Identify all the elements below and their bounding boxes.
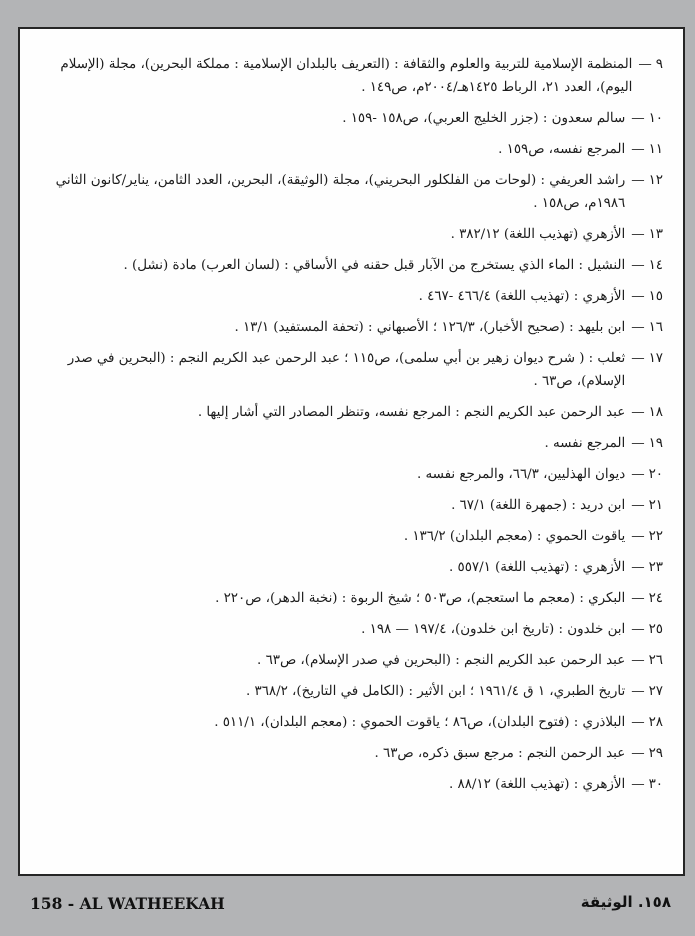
- footnote-number: ١٥: [648, 289, 663, 304]
- footnote-text: ديوان الهذليين، ٦٦/٣، والمرجع نفسه .: [416, 467, 626, 482]
- footnote-dash: —: [631, 142, 645, 157]
- footnote-text: البلاذري : (فتوح البلدان)، ص٨٦ ؛ ياقوت الحموي : (معجم البلدان)، ٥١١/١ .: [214, 715, 626, 730]
- footnote-dash: —: [631, 111, 645, 126]
- footnote-text: الأزهري : (تهذيب اللغة) ٥٥٧/١ .: [449, 560, 626, 575]
- footnote-dash: —: [631, 436, 645, 451]
- footnote-text: عبد الرحمن عبد الكريم النجم : (البحرين في صدر الإسلام)، ص٦٣ .: [257, 653, 626, 668]
- footnote-number: ٢٧: [648, 684, 663, 699]
- footnote-item: [36, 316, 663, 339]
- footnote-text: المرجع نفسه .: [544, 436, 626, 451]
- footnote-text: الأزهري (تهذيب اللغة) ٣٨٢/١٢ .: [450, 227, 626, 242]
- footnote-text: النشيل : الماء الذي يستخرج من الآبار قبل حقنه في الأساقي : (لسان العرب) مادة (نشل) .: [123, 258, 626, 273]
- footnote-text: الأزهري : (تهذيب اللغة) ٨٨/١٢ .: [449, 777, 626, 792]
- footnote-dash: —: [631, 467, 645, 482]
- footnote-text: ثعلب : ( شرح ديوان زهير بن أبي سلمى)، ص١١٥ ؛ عبد الرحمن عبد الكريم النجم : (البحرين في صدر الإسلام)، ص٦٣ .: [67, 351, 626, 389]
- footnote-number: ٢٦: [648, 653, 663, 668]
- footnote-number: ٢٠: [648, 467, 663, 482]
- footnote-dash: —: [631, 653, 645, 668]
- footnote-text: تاريخ الطبري، ١ ق ١٩٦١/٤ ؛ ابن الأثير : (الكامل في التاريخ)، ٣٦٨/٢ .: [245, 684, 626, 699]
- footnote-dash: —: [631, 498, 645, 513]
- footnote-item: [36, 680, 663, 703]
- footnote-item: [36, 463, 663, 486]
- footnote-dash: —: [631, 320, 645, 335]
- footnote-item: [36, 53, 663, 99]
- page-footer: [18, 886, 685, 924]
- footnote-number: ٢٤: [648, 591, 663, 606]
- footnote-number: ٢١: [648, 498, 663, 513]
- footnote-text: البكري : (معجم ما استعجم)، ص٥٠٣ ؛ شيخ الربوة : (نخبة الدهر)، ص٢٢٠ .: [215, 591, 626, 606]
- footnote-number: ١٧: [648, 351, 663, 366]
- footnote-text: عبد الرحمن عبد الكريم النجم : المرجع نفسه، وتنظر المصادر التي أشار إليها .: [197, 405, 626, 420]
- footnote-dash: —: [631, 622, 645, 637]
- footnote-number: ١٩: [648, 436, 663, 451]
- footnote-item: [36, 223, 663, 246]
- footnote-dash: —: [631, 560, 645, 575]
- footnote-number: ١٨: [648, 405, 663, 420]
- footnote-item: [36, 525, 663, 548]
- page-frame: [18, 27, 685, 876]
- footnote-dash: —: [631, 529, 645, 544]
- footnote-dash: —: [631, 227, 645, 242]
- footnote-dash: —: [631, 173, 645, 188]
- footnote-number: ٢٥: [648, 622, 663, 637]
- footnote-item: [36, 711, 663, 734]
- footnote-item: [36, 773, 663, 796]
- footnote-number: ١٢: [648, 173, 663, 188]
- footnote-dash: —: [631, 746, 645, 761]
- footnote-item: [36, 494, 663, 517]
- footnote-text: عبد الرحمن النجم : مرجع سبق ذكره، ص٦٣ .: [374, 746, 626, 761]
- footnote-dash: —: [631, 405, 645, 420]
- footnote-number: ٢٣: [648, 560, 663, 575]
- footnote-dash: —: [631, 289, 645, 304]
- footnote-text: سالم سعدون : (جزر الخليج العربي)، ص١٥٨ -١٥٩ .: [342, 111, 626, 126]
- footnote-item: [36, 169, 663, 215]
- footnote-number: ١١: [648, 142, 663, 157]
- footnote-text: الأزهري : (تهذيب اللغة) ٤٦٦/٤ -٤٦٧ .: [418, 289, 626, 304]
- footnote-item: [36, 254, 663, 277]
- footnote-dash: —: [631, 684, 645, 699]
- footnote-dash: —: [638, 57, 652, 72]
- footnote-item: [36, 401, 663, 424]
- footnote-number: ١٤: [648, 258, 663, 273]
- footnote-dash: —: [631, 591, 645, 606]
- footnote-dash: —: [631, 258, 645, 273]
- footnote-number: ٢٢: [648, 529, 663, 544]
- footnotes-list: [36, 53, 663, 796]
- footnote-item: [36, 347, 663, 393]
- footnote-item: [36, 587, 663, 610]
- footnote-item: [36, 618, 663, 641]
- footnote-dash: —: [631, 777, 645, 792]
- footnote-item: [36, 649, 663, 672]
- footer-page-label-arabic: ١٥٨. الوثيقة: [580, 893, 671, 911]
- footnote-item: [36, 107, 663, 130]
- footnote-text: المرجع نفسه، ص١٥٩ .: [498, 142, 626, 157]
- footnote-text: ياقوت الحموي : (معجم البلدان) ١٣٦/٢ .: [403, 529, 626, 544]
- footnote-number: ٢٩: [648, 746, 663, 761]
- footnote-text: ابن دريد : (جمهرة اللغة) ٦٧/١ .: [451, 498, 626, 513]
- footnote-number: ٢٨: [648, 715, 663, 730]
- footnote-dash: —: [631, 351, 645, 366]
- footnote-item: [36, 285, 663, 308]
- footnote-item: [36, 138, 663, 161]
- footnote-text: المنظمة الإسلامية للتربية والعلوم والثقافة : (التعريف بالبلدان الإسلامية : مملكة البحرين)، مجلة (الإسلام اليوم)، العدد ٢١، الرباط ١٤٢٥هـ/٢٠٠٤م، ص١٤٩ .: [60, 57, 633, 95]
- footnote-number: ١٦: [648, 320, 663, 335]
- footnote-number: ١٠: [648, 111, 663, 126]
- footnote-item: [36, 556, 663, 579]
- footnote-number: ٣٠: [648, 777, 663, 792]
- footnote-item: [36, 432, 663, 455]
- footer-page-label-english: 158 - AL WATHEEKAH: [30, 894, 225, 913]
- footnote-text: ابن خلدون : (تاريخ ابن خلدون)، ١٩٧/٤ — ١٩٨ .: [361, 622, 626, 637]
- footnote-number: ٩: [655, 57, 663, 72]
- footnote-text: راشد العريفي : (لوحات من الفلكلور البحريني)، مجلة (الوثيقة)، البحرين، العدد الثامن، يناير/كانون الثاني ١٩٨٦م، ص١٥٨ .: [55, 173, 626, 211]
- footnote-number: ١٣: [648, 227, 663, 242]
- footnote-text: ابن بليهد : (صحيح الأخبار)، ١٢٦/٣ ؛ الأصبهاني : (تحفة المستفيد) ١٣/١ .: [234, 320, 626, 335]
- footnote-item: [36, 742, 663, 765]
- footnote-dash: —: [631, 715, 645, 730]
